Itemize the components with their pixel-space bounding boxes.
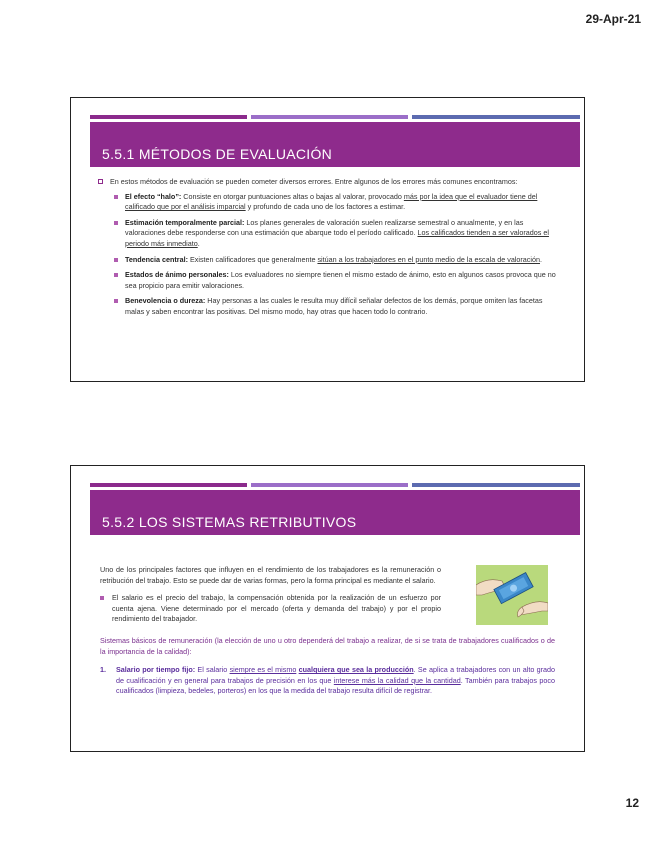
- item-term: Tendencia central:: [125, 254, 188, 264]
- item-underlined-text: interese más la calidad que la cantidad: [333, 675, 461, 685]
- item-number: 1.: [100, 665, 106, 675]
- slide-title: 5.5.1 MÉTODOS DE EVALUACIÓN: [102, 146, 333, 162]
- square-bullet-icon: [98, 179, 103, 184]
- bullet-icon: [114, 221, 118, 225]
- item-underlined-text: siempre es el mismo: [229, 665, 297, 675]
- page-number: 12: [625, 796, 639, 810]
- systems-intro: Sistemas básicos de remuneración (la elección de uno u otro dependerá del trabajo a realizar, de si se trata de trabajadores cualificados o de la importancia de la calidad):: [100, 635, 555, 656]
- item-text-end: y profundo de cada uno de los factores a estimar.: [245, 202, 406, 212]
- slide-body: [98, 177, 558, 323]
- accent-bars: [90, 483, 580, 487]
- accent-bar-blue: [412, 483, 580, 487]
- item-term: Estimación temporalmente parcial:: [125, 217, 245, 227]
- list-item: [98, 270, 558, 291]
- item-text: Existen calificadores que generalmente: [187, 254, 318, 264]
- list-item: [98, 296, 558, 317]
- slide-title: 5.5.2 LOS SISTEMAS RETRIBUTIVOS: [102, 514, 357, 530]
- item-underlined-text: sitúan a los trabajadores en el punto medio de la escala de valoración: [317, 254, 540, 264]
- bullet-icon: [114, 258, 118, 262]
- bullet-icon: [114, 273, 118, 277]
- intro-bullet: [98, 177, 558, 188]
- slide-pay-systems: [70, 465, 585, 752]
- item-term: El efecto “halo”:: [125, 191, 182, 201]
- salary-bullet-text: El salario es el precio del trabajo, la compensación obtenida por la realización de un esfuerzo por cuenta ajena. Viene determinado por el mercado (oferta y demanda del trabajo) y por el propio rendimiento del trabajador.: [112, 593, 441, 624]
- title-band: [90, 490, 580, 535]
- item-text: Los planes generales de valoración suelen realizarse semestral o anualmente, y en las valoraciones debe responderse con una estimación que abarque todo el período calificado.: [125, 217, 524, 238]
- bullet-icon: [100, 596, 104, 600]
- item-text: El salario: [195, 665, 230, 675]
- slide-evaluation-methods: [70, 97, 585, 382]
- item-text-end: . También para trabajos poco cualificados (limpieza, bedeles, porteros) en los que la medida del trabajo resulta difícil de registrar.: [116, 675, 556, 696]
- item-text: . Se aplica a trabajadores con un alto grado de cualificación y en general para trabajos de precisión en los que: [116, 665, 555, 685]
- item-term: Estados de ánimo personales:: [125, 270, 229, 280]
- item-underlined-text: Los calificados tienden a ser valorados el periodo más inmediato: [125, 228, 549, 248]
- salary-bullet: [100, 593, 441, 625]
- page-date: 29-Apr-21: [585, 12, 641, 26]
- item-text-end: .: [197, 238, 200, 248]
- accent-bar-lavender: [251, 483, 408, 487]
- accent-bars: [90, 115, 580, 119]
- title-band: [90, 122, 580, 167]
- numbered-item: [100, 665, 555, 697]
- bullet-icon: [114, 195, 118, 199]
- intro-paragraph: Uno de los principales factores que influyen en el rendimiento de los trabajadores es la remuneración o retribución del trabajo. Esto se puede dar de varias formas, pero la forma principal es mediante el salario.: [100, 565, 441, 585]
- item-text-end: .: [540, 254, 542, 264]
- list-item: [98, 255, 558, 266]
- item-term: Salario por tiempo fijo:: [116, 665, 196, 675]
- item-text: Consiste en otorgar puntuaciones altas o bajas al valorar, provocado: [181, 191, 404, 201]
- list-item: [98, 192, 558, 213]
- item-underlined-text: más por la idea que el evaluador tiene del calificado que por el análisis imparcial: [125, 191, 538, 212]
- accent-bar-magenta: [90, 115, 247, 119]
- accent-bar-magenta: [90, 483, 247, 487]
- item-term: Benevolencia o dureza:: [125, 296, 206, 306]
- item-text: Los evaluadores no siempre tienen el mismo estado de ánimo, esto en algunos casos provoca que no sea propicio para emitir valoraciones.: [125, 270, 556, 290]
- slide-body: [100, 565, 555, 697]
- bullet-icon: [114, 299, 118, 303]
- accent-bar-lavender: [251, 115, 408, 119]
- list-item: [98, 218, 558, 250]
- item-bold-underlined-text: cualquiera que sea la producción: [298, 665, 414, 675]
- intro-text: En estos métodos de evaluación se pueden cometer diversos errores. Entre algunos de los errores más comunes encontramos:: [110, 177, 518, 186]
- accent-bar-blue: [412, 115, 580, 119]
- item-text: Hay personas a las cuales le resulta muy difícil señalar defectos de los demás, porque omiten las facetas malas y saben encontrar las positivas. Del mismo modo, hay otras que hacen todo lo contrario.: [125, 296, 543, 316]
